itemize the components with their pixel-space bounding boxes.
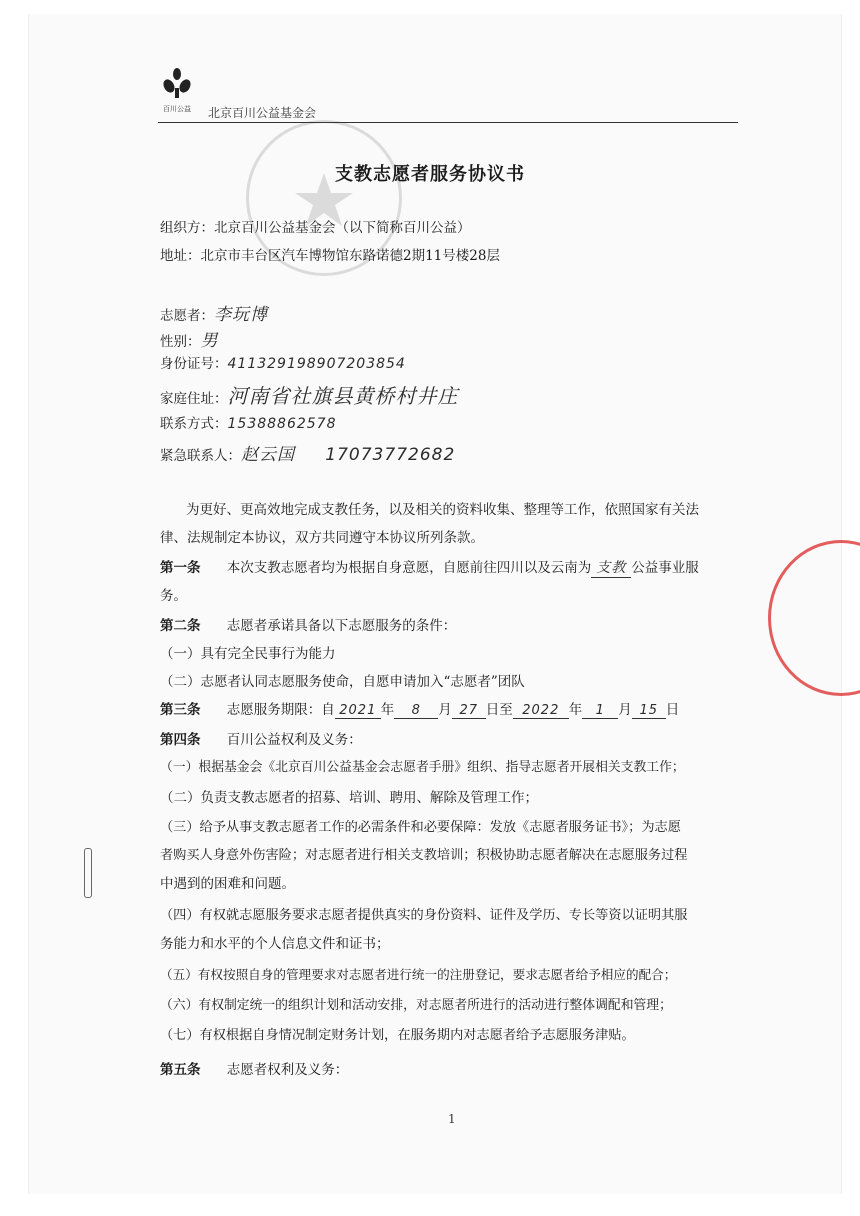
article-4-item-4a: （四）有权就志愿服务要求志愿者提供真实的身份资料、证件及学历、专长等资以证明其服 — [160, 908, 688, 923]
article-1-text-b: 公益事业服 — [631, 560, 699, 576]
organizer-line: 组织方：北京百川公益基金会（以下简称百川公益） — [160, 220, 471, 236]
id-row — [160, 352, 406, 372]
end-month-unit: 月 — [618, 702, 632, 718]
article-4-item-3b: 者购买人身意外伤害险；对志愿者进行相关支教培训；积极协助志愿者解决在志愿服务过程 — [160, 848, 688, 863]
article-4-item-1: （一）根据基金会《北京百川公益基金会志愿者手册》组织、指导志愿者开展相关支教工作； — [160, 760, 685, 775]
end-day: 15 — [632, 703, 666, 719]
document-page — [28, 14, 842, 1194]
home-address-value: 河南省社旗县黄桥村井庄 — [227, 384, 459, 408]
start-day-unit: 日至 — [485, 702, 513, 718]
article-4-item-5: （五）有权按照自身的管理要求对志愿者进行统一的注册登记，要求志愿者给予相应的配合； — [160, 967, 677, 982]
article-4-item-3c: 中遇到的困难和问题。 — [160, 876, 295, 892]
article-3-row — [160, 698, 679, 719]
article-2-item-2: （二）志愿者认同志愿服务使命，自愿申请加入“志愿者”团队 — [160, 674, 525, 690]
article-4-item-7: （七）有权根据自身情况制定财务计划，在服务期内对志愿者给予志愿服务津贴。 — [160, 1028, 635, 1043]
intro-line-2: 律、法规制定本协议，双方共同遵守本协议所列条款。 — [160, 530, 484, 546]
article-1-label: 第一条 — [160, 560, 201, 576]
emergency-label: 紧急联系人： — [160, 448, 241, 464]
home-address-row — [160, 380, 459, 409]
home-address-label: 家庭住址： — [160, 391, 228, 407]
article-1-cont: 务。 — [160, 588, 187, 604]
logo-text: 百川公益 — [163, 105, 191, 113]
baichuan-logo-icon — [160, 66, 194, 106]
emergency-phone-value: 17073772682 — [325, 445, 456, 465]
article-5-text: 志愿者权利及义务： — [226, 1062, 349, 1078]
article-4-label: 第四条 — [160, 732, 201, 748]
article-4-row — [160, 728, 362, 748]
article-1-filled: 支教 — [591, 557, 631, 578]
header-divider — [158, 122, 738, 123]
emergency-name-value: 赵云国 — [241, 445, 295, 465]
phone-value: 15388862578 — [227, 416, 337, 432]
article-4-item-6: （六）有权制定统一的组织计划和活动安排，对志愿者所进行的活动进行整体调配和管理； — [160, 998, 672, 1013]
article-5-label: 第五条 — [160, 1062, 201, 1078]
article-3-label: 第三条 — [160, 702, 201, 718]
phone-row — [160, 412, 336, 432]
gender-label: 性别： — [160, 334, 201, 350]
article-2-label: 第二条 — [160, 618, 201, 634]
gender-row — [160, 326, 219, 351]
page-number: 1 — [448, 1112, 456, 1126]
article-5-row — [160, 1058, 348, 1078]
start-year-unit: 年 — [380, 702, 395, 718]
binding-mark — [84, 848, 92, 898]
article-2-text: 志愿者承诺具备以下志愿服务的条件： — [226, 618, 457, 634]
start-month: 8 — [394, 703, 438, 719]
volunteer-name-value: 李玩博 — [214, 305, 268, 325]
start-year: 2021 — [335, 703, 381, 719]
end-year-unit: 年 — [568, 702, 583, 718]
article-4-item-3a: （三）给予从事支教志愿者工作的必需条件和必要保障：发放《志愿者服务证书》；为志愿 — [160, 820, 681, 835]
phone-label: 联系方式： — [160, 416, 228, 432]
start-day: 27 — [452, 703, 486, 719]
article-2-item-1: （一）具有完全民事行为能力 — [160, 646, 336, 662]
start-month-unit: 月 — [438, 702, 452, 718]
header-org-name: 北京百川公益基金会 — [208, 106, 317, 120]
end-year: 2022 — [513, 703, 569, 719]
article-4-text: 百川公益权利及义务： — [226, 732, 362, 748]
gender-value: 男 — [200, 331, 219, 351]
document-title: 支教志愿者服务协议书 — [335, 164, 525, 185]
article-1-text-a: 本次支教志愿者均为根据自身意愿，自愿前往四川以及云南为 — [226, 560, 592, 576]
id-label: 身份证号： — [160, 356, 228, 372]
end-day-unit: 日 — [665, 702, 680, 718]
address-line: 地址：北京市丰台区汽车博物馆东路诺德2期11号楼28层 — [160, 248, 500, 264]
id-value: 411329198907203854 — [227, 356, 406, 372]
volunteer-name-label: 志愿者： — [160, 308, 214, 324]
volunteer-name-row — [160, 300, 268, 325]
article-3-text: 志愿服务期限：自 — [226, 702, 335, 718]
article-4-item-4b: 务能力和水平的个人信息文件和证书； — [160, 936, 390, 952]
article-4-item-2: （二）负责支教志愿者的招募、培训、聘用、解除及管理工作； — [160, 790, 538, 806]
article-2-row — [160, 614, 456, 634]
end-month: 1 — [582, 703, 618, 719]
article-1-row — [160, 556, 699, 578]
emergency-row — [160, 440, 455, 465]
intro-line-1: 为更好、更高效地完成支教任务，以及相关的资料收集、整理等工作，依照国家有关法 — [186, 502, 699, 518]
